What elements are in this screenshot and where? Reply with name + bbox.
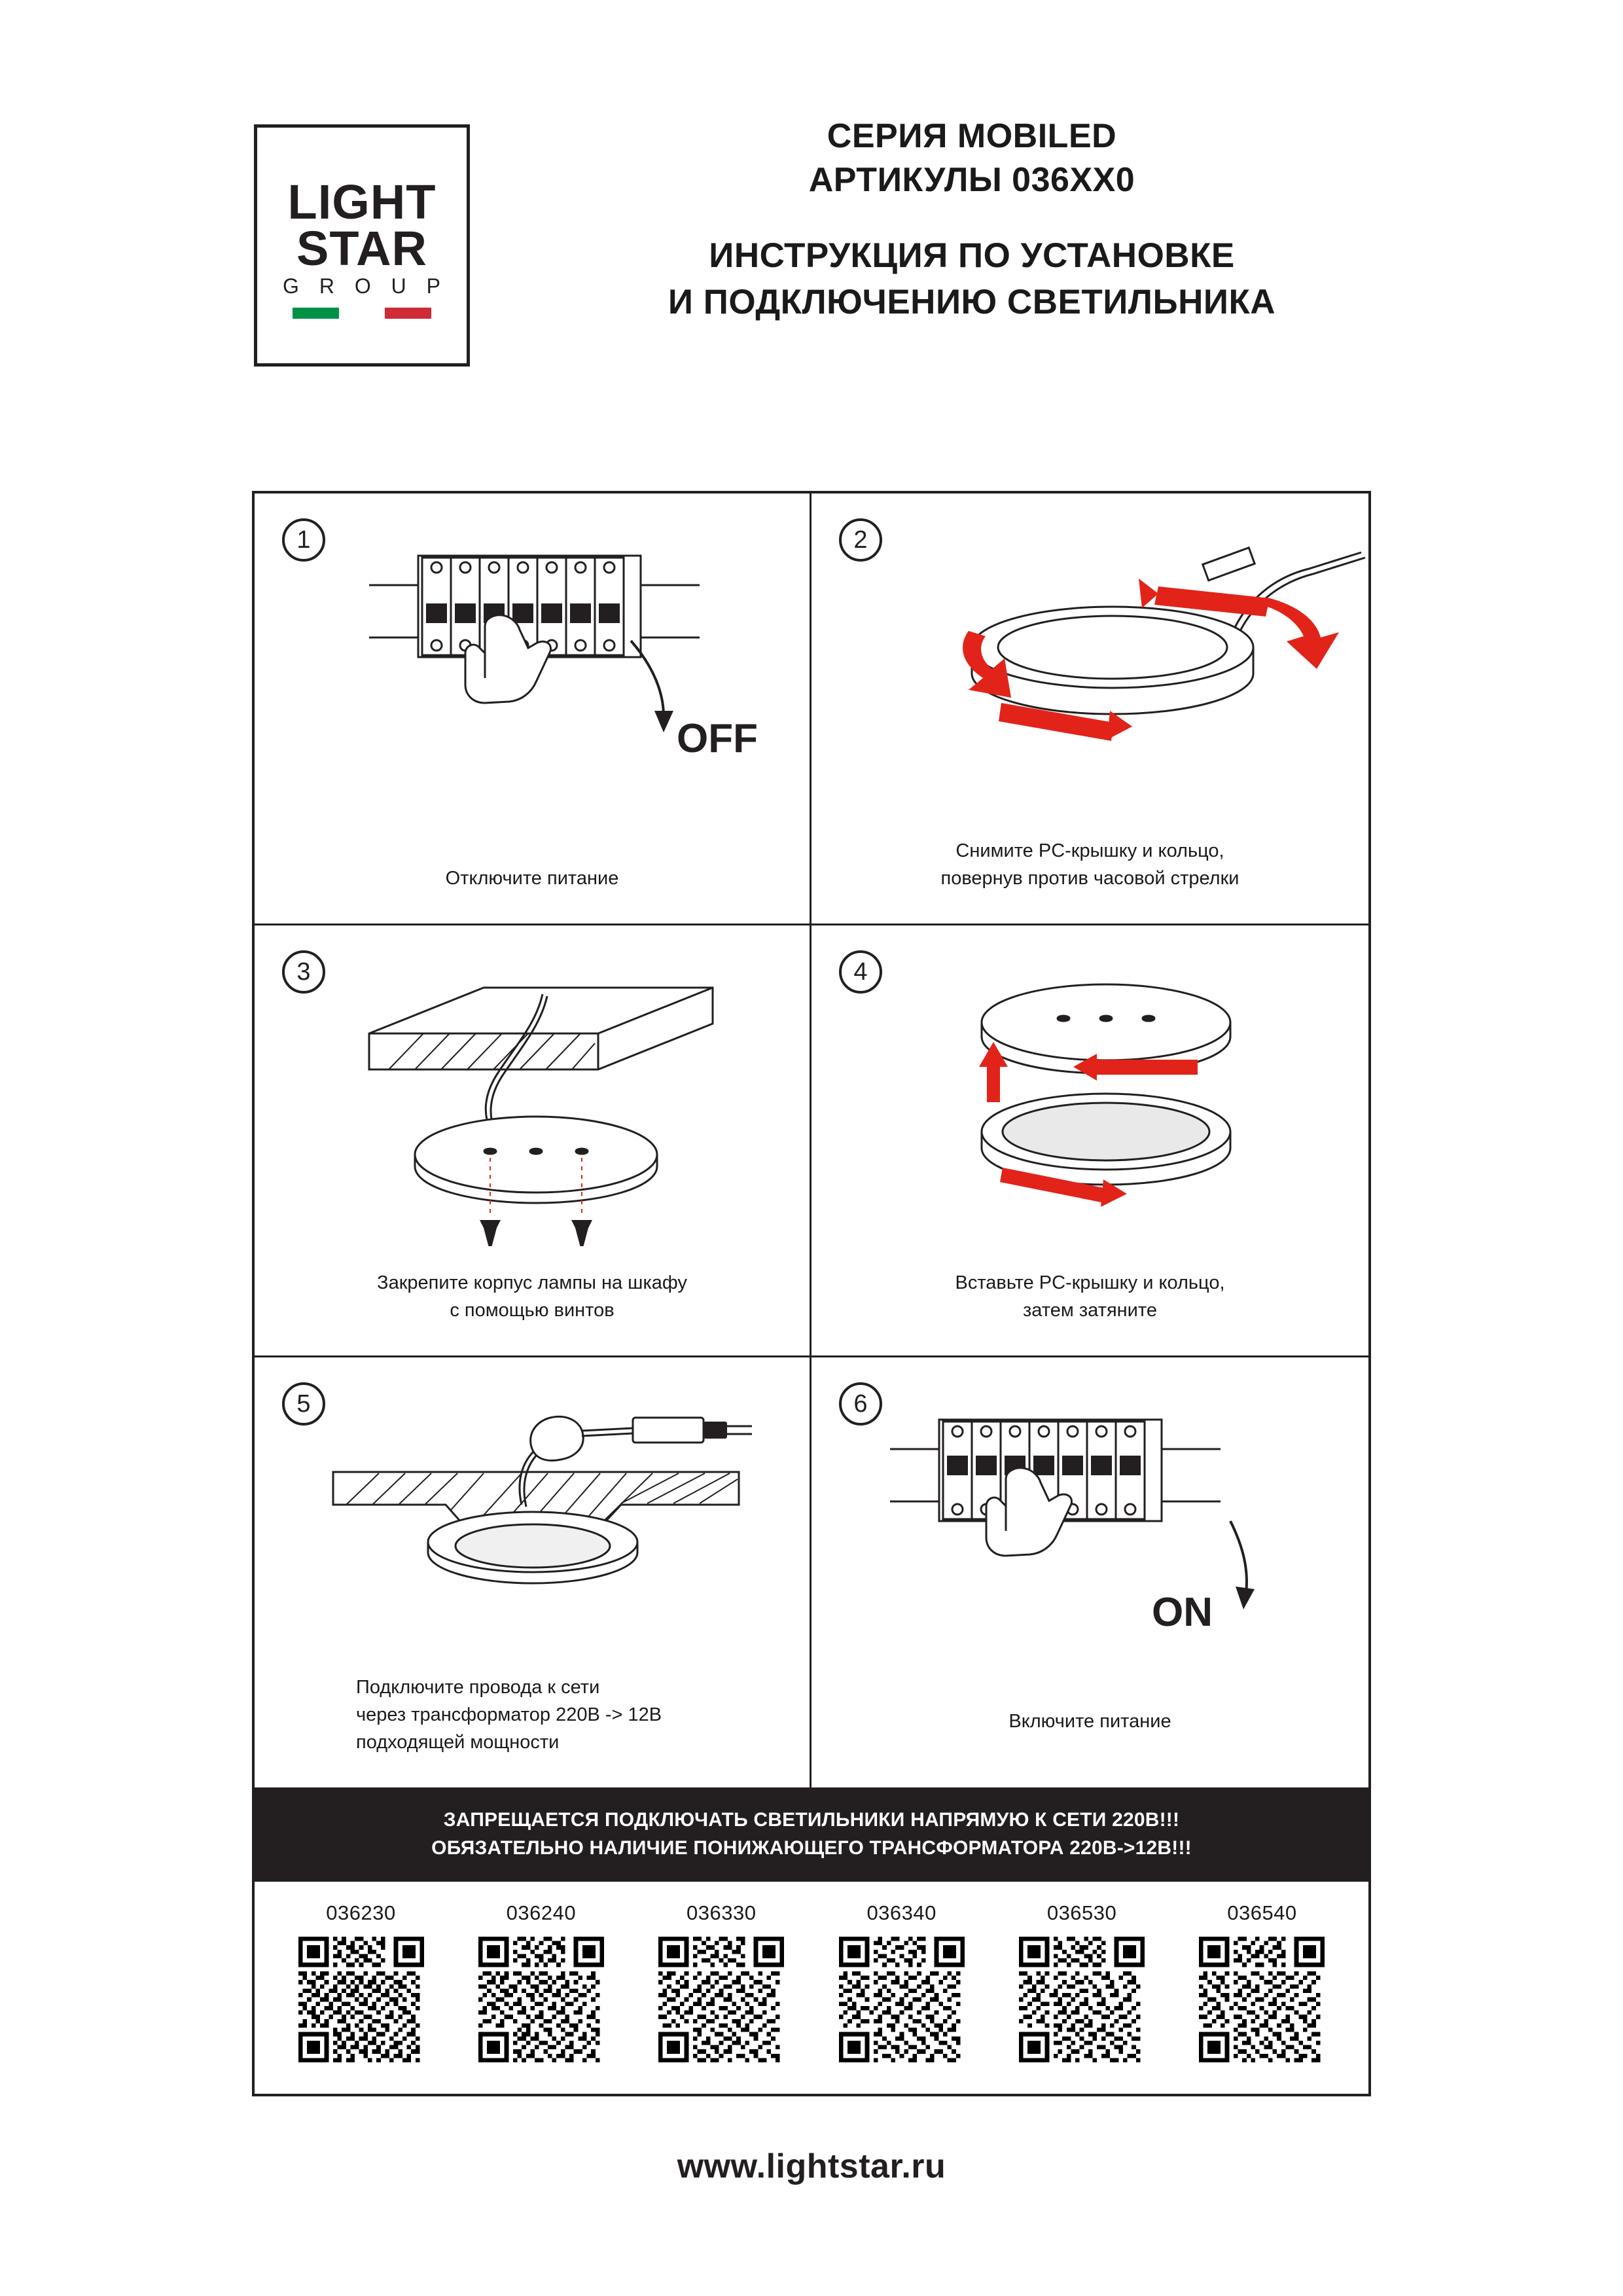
step-number-3: 3 xyxy=(282,950,325,994)
logo-text-star: STAR xyxy=(296,221,427,276)
instruction-title-line2: И ПОДКЛЮЧЕНИЮ СВЕТИЛЬНИКА xyxy=(668,282,1276,321)
footer-website[interactable]: www.lightstar.ru xyxy=(677,2147,946,2185)
qr-label: 036240 xyxy=(506,1901,577,1925)
step-number-4: 4 xyxy=(839,950,882,994)
step-cell-2 xyxy=(812,493,1368,925)
step-caption-5-line3: подходящей мощности xyxy=(356,1731,560,1753)
step-caption-3 xyxy=(255,1269,810,1324)
step-caption-6 xyxy=(812,1708,1368,1735)
step-caption-1-line1: Отключите питание xyxy=(445,867,619,889)
step-number-6: 6 xyxy=(839,1382,882,1426)
steps-grid xyxy=(255,493,1368,1789)
transformer-connect-icon xyxy=(255,1371,810,1678)
step-caption-3-line1: Закрепите корпус лампы на шкафу xyxy=(377,1272,687,1293)
step-cell-6 xyxy=(812,1357,1368,1789)
step-number-5: 5 xyxy=(282,1382,325,1426)
step-caption-2-line1: Снимите PC-крышку и кольцо, xyxy=(955,840,1224,861)
warning-line-2: ОБЯЗАТЕЛЬНО НАЛИЧИЕ ПОНИЖАЮЩЕГО ТРАНСФОРМАТОРА 220В->12В!!! xyxy=(431,1837,1192,1859)
step-caption-4-line2: затем затяните xyxy=(1023,1299,1157,1321)
brand-logo xyxy=(254,124,470,367)
qr-code-icon[interactable] xyxy=(298,1937,424,2062)
instruction-title-line1: ИНСТРУКЦИЯ ПО УСТАНОВКЕ xyxy=(709,236,1235,276)
step-caption-5-line1: Подключите провода к сети xyxy=(356,1676,600,1698)
qr-code-icon[interactable] xyxy=(1019,1937,1145,2062)
step-caption-2 xyxy=(812,837,1368,892)
instruction-sheet xyxy=(252,491,1371,2096)
qr-item[interactable] xyxy=(471,1901,611,2062)
mount-screws-icon xyxy=(255,939,810,1246)
qr-item[interactable] xyxy=(291,1901,431,2062)
warning-line-1: ЗАПРЕЩАЕТСЯ ПОДКЛЮЧАТЬ СВЕТИЛЬНИКИ НАПРЯМУЮ К СЕТИ 220В!!! xyxy=(443,1809,1180,1831)
logo-text-light: LIGHT xyxy=(287,174,437,229)
circuit-breaker-on-icon xyxy=(812,1371,1368,1678)
rotate-ccw-lamp-icon xyxy=(812,507,1368,814)
qr-item[interactable] xyxy=(831,1901,972,2062)
qr-code-icon[interactable] xyxy=(478,1937,604,2062)
qr-item[interactable] xyxy=(651,1901,792,2062)
step-caption-1 xyxy=(255,865,810,892)
circuit-breaker-off-icon xyxy=(255,507,810,814)
page-header xyxy=(0,115,1623,396)
header-titles xyxy=(497,115,1446,325)
step-caption-5-line2: через трансформатор 220В -> 12В xyxy=(356,1704,662,1725)
step-caption-3-line2: с помощью винтов xyxy=(450,1299,615,1321)
warning-banner xyxy=(255,1789,1368,1882)
qr-code-icon[interactable] xyxy=(658,1937,784,2062)
qr-code-row xyxy=(255,1882,1368,2094)
svg-text:OFF: OFF xyxy=(677,716,758,761)
step-cell-1 xyxy=(255,493,812,925)
qr-code-icon[interactable] xyxy=(1199,1937,1325,2062)
step-caption-4-line1: Вставьте PC-крышку и кольцо, xyxy=(955,1272,1225,1293)
step-cell-5 xyxy=(255,1357,812,1789)
qr-label: 036230 xyxy=(326,1901,396,1925)
step-cell-4 xyxy=(812,925,1368,1357)
step-number-1: 1 xyxy=(282,518,325,562)
qr-code-icon[interactable] xyxy=(839,1937,965,2062)
qr-label: 036340 xyxy=(866,1901,936,1925)
article-line: АРТИКУЛЫ 036XX0 xyxy=(808,160,1135,199)
qr-item[interactable] xyxy=(1192,1901,1332,2062)
italy-flag-icon xyxy=(293,308,431,319)
step-caption-6-line1: Включите питание xyxy=(1008,1710,1171,1732)
step-caption-4 xyxy=(812,1269,1368,1324)
step-caption-5 xyxy=(255,1674,810,1756)
step-cell-3 xyxy=(255,925,812,1357)
logo-text-group: G R O U P xyxy=(283,274,448,298)
insert-cover-icon xyxy=(812,939,1368,1246)
step-caption-2-line2: повернув против часовой стрелки xyxy=(940,867,1240,889)
series-line: СЕРИЯ MOBILED xyxy=(827,117,1117,155)
svg-text:ON: ON xyxy=(1152,1590,1213,1635)
qr-label: 036540 xyxy=(1227,1901,1297,1925)
qr-item[interactable] xyxy=(1012,1901,1152,2062)
step-number-2: 2 xyxy=(839,518,882,562)
qr-label: 036530 xyxy=(1046,1901,1117,1925)
qr-label: 036330 xyxy=(687,1901,757,1925)
